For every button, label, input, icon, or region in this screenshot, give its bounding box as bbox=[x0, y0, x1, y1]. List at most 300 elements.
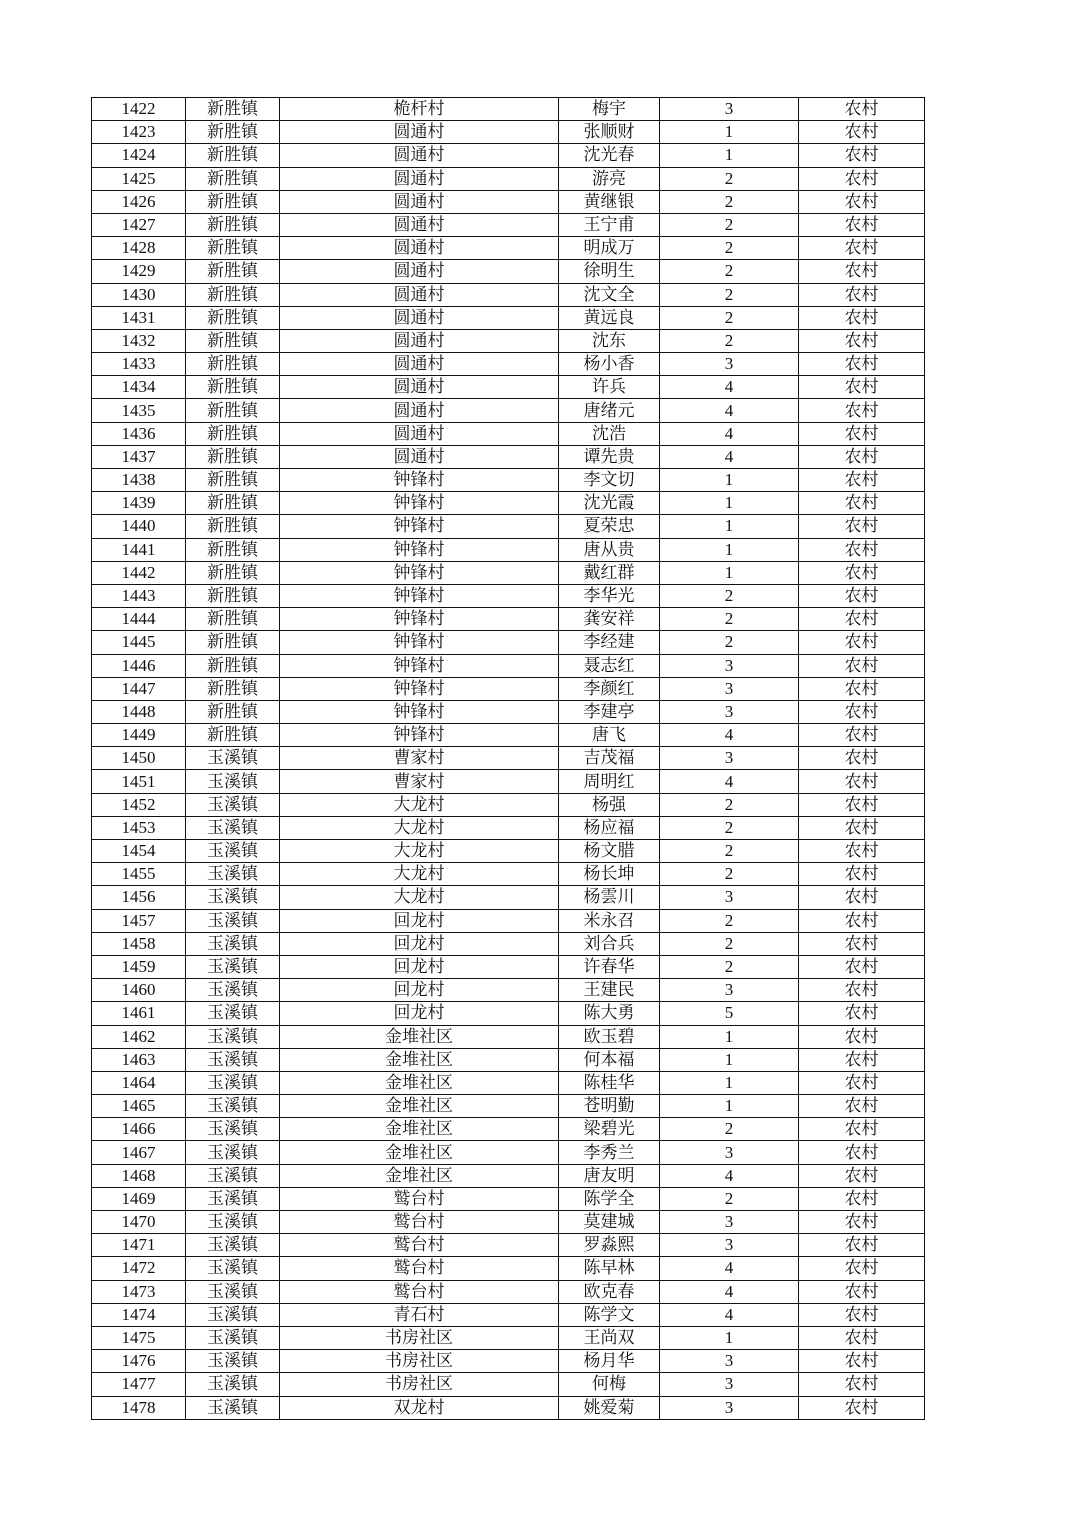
person-name-cell: 吉茂福 bbox=[559, 747, 660, 770]
village-cell: 钟锋村 bbox=[280, 561, 559, 584]
row-number-cell: 1432 bbox=[92, 329, 186, 352]
area-type-cell: 农村 bbox=[799, 1141, 925, 1164]
person-name-cell: 沈浩 bbox=[559, 422, 660, 445]
area-type-cell: 农村 bbox=[799, 399, 925, 422]
table-row bbox=[92, 886, 925, 909]
row-number-cell: 1439 bbox=[92, 492, 186, 515]
table-row bbox=[92, 1002, 925, 1025]
count-cell: 1 bbox=[660, 1071, 799, 1094]
count-cell: 3 bbox=[660, 1396, 799, 1419]
area-type-cell: 农村 bbox=[799, 1164, 925, 1187]
count-cell: 3 bbox=[660, 700, 799, 723]
row-number-cell: 1445 bbox=[92, 631, 186, 654]
village-cell: 钟锋村 bbox=[280, 654, 559, 677]
area-type-cell: 农村 bbox=[799, 445, 925, 468]
town-cell: 新胜镇 bbox=[186, 608, 280, 631]
person-name-cell: 李经建 bbox=[559, 631, 660, 654]
village-cell: 大龙村 bbox=[280, 863, 559, 886]
village-cell: 金堆社区 bbox=[280, 1095, 559, 1118]
town-cell: 玉溪镇 bbox=[186, 1280, 280, 1303]
table-row bbox=[92, 747, 925, 770]
area-type-cell: 农村 bbox=[799, 167, 925, 190]
village-cell: 圆通村 bbox=[280, 399, 559, 422]
count-cell: 2 bbox=[660, 793, 799, 816]
person-name-cell: 王尚双 bbox=[559, 1326, 660, 1349]
village-cell: 大龙村 bbox=[280, 840, 559, 863]
person-name-cell: 陈桂华 bbox=[559, 1071, 660, 1094]
table-row bbox=[92, 538, 925, 561]
person-name-cell: 李颜红 bbox=[559, 677, 660, 700]
town-cell: 玉溪镇 bbox=[186, 909, 280, 932]
area-type-cell: 农村 bbox=[799, 747, 925, 770]
village-cell: 钟锋村 bbox=[280, 724, 559, 747]
area-type-cell: 农村 bbox=[799, 1234, 925, 1257]
area-type-cell: 农村 bbox=[799, 329, 925, 352]
area-type-cell: 农村 bbox=[799, 1326, 925, 1349]
town-cell: 新胜镇 bbox=[186, 700, 280, 723]
table-row bbox=[92, 1211, 925, 1234]
village-cell: 金堆社区 bbox=[280, 1118, 559, 1141]
town-cell: 新胜镇 bbox=[186, 329, 280, 352]
village-cell: 书房社区 bbox=[280, 1350, 559, 1373]
table-row bbox=[92, 724, 925, 747]
count-cell: 2 bbox=[660, 1187, 799, 1210]
area-type-cell: 农村 bbox=[799, 700, 925, 723]
person-name-cell: 杨小香 bbox=[559, 353, 660, 376]
count-cell: 2 bbox=[660, 260, 799, 283]
row-number-cell: 1450 bbox=[92, 747, 186, 770]
area-type-cell: 农村 bbox=[799, 793, 925, 816]
table-row bbox=[92, 492, 925, 515]
row-number-cell: 1440 bbox=[92, 515, 186, 538]
row-number-cell: 1455 bbox=[92, 863, 186, 886]
town-cell: 玉溪镇 bbox=[186, 1071, 280, 1094]
row-number-cell: 1437 bbox=[92, 445, 186, 468]
row-number-cell: 1473 bbox=[92, 1280, 186, 1303]
village-cell: 回龙村 bbox=[280, 909, 559, 932]
person-name-cell: 许春华 bbox=[559, 955, 660, 978]
table-row bbox=[92, 608, 925, 631]
count-cell: 3 bbox=[660, 677, 799, 700]
table-row bbox=[92, 1164, 925, 1187]
table-row bbox=[92, 1118, 925, 1141]
table-row bbox=[92, 445, 925, 468]
village-cell: 圆通村 bbox=[280, 213, 559, 236]
count-cell: 2 bbox=[660, 863, 799, 886]
row-number-cell: 1448 bbox=[92, 700, 186, 723]
count-cell: 4 bbox=[660, 1303, 799, 1326]
person-name-cell: 罗淼熙 bbox=[559, 1234, 660, 1257]
table-row bbox=[92, 283, 925, 306]
person-name-cell: 姚爱菊 bbox=[559, 1396, 660, 1419]
area-type-cell: 农村 bbox=[799, 1071, 925, 1094]
area-type-cell: 农村 bbox=[799, 1373, 925, 1396]
area-type-cell: 农村 bbox=[799, 886, 925, 909]
town-cell: 玉溪镇 bbox=[186, 1326, 280, 1349]
person-name-cell: 陈学文 bbox=[559, 1303, 660, 1326]
town-cell: 新胜镇 bbox=[186, 213, 280, 236]
village-cell: 青石村 bbox=[280, 1303, 559, 1326]
count-cell: 3 bbox=[660, 747, 799, 770]
table-row bbox=[92, 1187, 925, 1210]
row-number-cell: 1451 bbox=[92, 770, 186, 793]
table-row bbox=[92, 144, 925, 167]
area-type-cell: 农村 bbox=[799, 677, 925, 700]
person-name-cell: 杨长坤 bbox=[559, 863, 660, 886]
row-number-cell: 1453 bbox=[92, 816, 186, 839]
row-number-cell: 1435 bbox=[92, 399, 186, 422]
person-name-cell: 何本福 bbox=[559, 1048, 660, 1071]
row-number-cell: 1423 bbox=[92, 121, 186, 144]
person-name-cell: 梁碧光 bbox=[559, 1118, 660, 1141]
town-cell: 玉溪镇 bbox=[186, 1048, 280, 1071]
table-row bbox=[92, 909, 925, 932]
table-row bbox=[92, 1071, 925, 1094]
town-cell: 玉溪镇 bbox=[186, 1187, 280, 1210]
table-row bbox=[92, 677, 925, 700]
town-cell: 玉溪镇 bbox=[186, 1373, 280, 1396]
person-name-cell: 周明红 bbox=[559, 770, 660, 793]
town-cell: 玉溪镇 bbox=[186, 932, 280, 955]
village-cell: 钟锋村 bbox=[280, 492, 559, 515]
row-number-cell: 1454 bbox=[92, 840, 186, 863]
town-cell: 新胜镇 bbox=[186, 724, 280, 747]
table-row bbox=[92, 1303, 925, 1326]
count-cell: 4 bbox=[660, 1164, 799, 1187]
row-number-cell: 1441 bbox=[92, 538, 186, 561]
village-cell: 曹家村 bbox=[280, 747, 559, 770]
area-type-cell: 农村 bbox=[799, 144, 925, 167]
row-number-cell: 1425 bbox=[92, 167, 186, 190]
area-type-cell: 农村 bbox=[799, 538, 925, 561]
town-cell: 新胜镇 bbox=[186, 376, 280, 399]
person-name-cell: 沈文全 bbox=[559, 283, 660, 306]
village-cell: 回龙村 bbox=[280, 1002, 559, 1025]
area-type-cell: 农村 bbox=[799, 469, 925, 492]
count-cell: 1 bbox=[660, 121, 799, 144]
row-number-cell: 1464 bbox=[92, 1071, 186, 1094]
row-number-cell: 1452 bbox=[92, 793, 186, 816]
row-number-cell: 1468 bbox=[92, 1164, 186, 1187]
village-cell: 钟锋村 bbox=[280, 608, 559, 631]
row-number-cell: 1471 bbox=[92, 1234, 186, 1257]
town-cell: 新胜镇 bbox=[186, 306, 280, 329]
town-cell: 玉溪镇 bbox=[186, 816, 280, 839]
town-cell: 新胜镇 bbox=[186, 422, 280, 445]
table-row bbox=[92, 306, 925, 329]
person-name-cell: 游亮 bbox=[559, 167, 660, 190]
person-name-cell: 谭先贵 bbox=[559, 445, 660, 468]
village-cell: 鹫台村 bbox=[280, 1257, 559, 1280]
person-name-cell: 陈学全 bbox=[559, 1187, 660, 1210]
count-cell: 2 bbox=[660, 167, 799, 190]
person-name-cell: 沈光霞 bbox=[559, 492, 660, 515]
person-name-cell: 沈东 bbox=[559, 329, 660, 352]
village-cell: 圆通村 bbox=[280, 306, 559, 329]
person-name-cell: 黄继银 bbox=[559, 190, 660, 213]
table-row bbox=[92, 469, 925, 492]
count-cell: 2 bbox=[660, 909, 799, 932]
town-cell: 新胜镇 bbox=[186, 561, 280, 584]
table-row bbox=[92, 121, 925, 144]
count-cell: 4 bbox=[660, 422, 799, 445]
table-row bbox=[92, 376, 925, 399]
person-name-cell: 李建亭 bbox=[559, 700, 660, 723]
table-row bbox=[92, 700, 925, 723]
count-cell: 4 bbox=[660, 1257, 799, 1280]
village-cell: 曹家村 bbox=[280, 770, 559, 793]
area-type-cell: 农村 bbox=[799, 422, 925, 445]
person-name-cell: 许兵 bbox=[559, 376, 660, 399]
person-name-cell: 唐飞 bbox=[559, 724, 660, 747]
table-row bbox=[92, 422, 925, 445]
person-name-cell: 李华光 bbox=[559, 584, 660, 607]
table-row bbox=[92, 1095, 925, 1118]
village-cell: 圆通村 bbox=[280, 144, 559, 167]
village-cell: 鹫台村 bbox=[280, 1187, 559, 1210]
area-type-cell: 农村 bbox=[799, 1025, 925, 1048]
count-cell: 1 bbox=[660, 1048, 799, 1071]
village-cell: 圆通村 bbox=[280, 190, 559, 213]
count-cell: 4 bbox=[660, 1280, 799, 1303]
area-type-cell: 农村 bbox=[799, 306, 925, 329]
count-cell: 2 bbox=[660, 840, 799, 863]
town-cell: 玉溪镇 bbox=[186, 747, 280, 770]
count-cell: 2 bbox=[660, 631, 799, 654]
area-type-cell: 农村 bbox=[799, 1211, 925, 1234]
count-cell: 3 bbox=[660, 1350, 799, 1373]
village-cell: 圆通村 bbox=[280, 283, 559, 306]
table-row bbox=[92, 1326, 925, 1349]
count-cell: 1 bbox=[660, 144, 799, 167]
person-name-cell: 米永召 bbox=[559, 909, 660, 932]
area-type-cell: 农村 bbox=[799, 260, 925, 283]
row-number-cell: 1458 bbox=[92, 932, 186, 955]
area-type-cell: 农村 bbox=[799, 1187, 925, 1210]
count-cell: 2 bbox=[660, 237, 799, 260]
area-type-cell: 农村 bbox=[799, 1002, 925, 1025]
town-cell: 新胜镇 bbox=[186, 121, 280, 144]
row-number-cell: 1431 bbox=[92, 306, 186, 329]
row-number-cell: 1422 bbox=[92, 98, 186, 121]
area-type-cell: 农村 bbox=[799, 1396, 925, 1419]
town-cell: 玉溪镇 bbox=[186, 1257, 280, 1280]
count-cell: 2 bbox=[660, 1118, 799, 1141]
table-row bbox=[92, 631, 925, 654]
person-name-cell: 王宁甫 bbox=[559, 213, 660, 236]
row-number-cell: 1465 bbox=[92, 1095, 186, 1118]
row-number-cell: 1463 bbox=[92, 1048, 186, 1071]
town-cell: 新胜镇 bbox=[186, 167, 280, 190]
count-cell: 4 bbox=[660, 399, 799, 422]
table-row bbox=[92, 399, 925, 422]
person-name-cell: 黄远良 bbox=[559, 306, 660, 329]
table-row bbox=[92, 584, 925, 607]
count-cell: 2 bbox=[660, 584, 799, 607]
village-cell: 回龙村 bbox=[280, 932, 559, 955]
table-row bbox=[92, 190, 925, 213]
village-cell: 金堆社区 bbox=[280, 1025, 559, 1048]
village-cell: 钟锋村 bbox=[280, 469, 559, 492]
town-cell: 新胜镇 bbox=[186, 283, 280, 306]
town-cell: 新胜镇 bbox=[186, 469, 280, 492]
row-number-cell: 1477 bbox=[92, 1373, 186, 1396]
town-cell: 玉溪镇 bbox=[186, 1095, 280, 1118]
village-cell: 钟锋村 bbox=[280, 584, 559, 607]
town-cell: 新胜镇 bbox=[186, 237, 280, 260]
area-type-cell: 农村 bbox=[799, 98, 925, 121]
table-row bbox=[92, 237, 925, 260]
area-type-cell: 农村 bbox=[799, 863, 925, 886]
table-row bbox=[92, 213, 925, 236]
count-cell: 2 bbox=[660, 816, 799, 839]
area-type-cell: 农村 bbox=[799, 561, 925, 584]
area-type-cell: 农村 bbox=[799, 1118, 925, 1141]
row-number-cell: 1459 bbox=[92, 955, 186, 978]
area-type-cell: 农村 bbox=[799, 1303, 925, 1326]
count-cell: 1 bbox=[660, 1095, 799, 1118]
town-cell: 玉溪镇 bbox=[186, 1164, 280, 1187]
town-cell: 新胜镇 bbox=[186, 353, 280, 376]
person-name-cell: 唐绪元 bbox=[559, 399, 660, 422]
row-number-cell: 1469 bbox=[92, 1187, 186, 1210]
village-cell: 圆通村 bbox=[280, 260, 559, 283]
area-type-cell: 农村 bbox=[799, 1280, 925, 1303]
table-body bbox=[92, 98, 925, 1420]
count-cell: 1 bbox=[660, 1025, 799, 1048]
row-number-cell: 1436 bbox=[92, 422, 186, 445]
village-cell: 金堆社区 bbox=[280, 1164, 559, 1187]
person-name-cell: 李秀兰 bbox=[559, 1141, 660, 1164]
area-type-cell: 农村 bbox=[799, 1257, 925, 1280]
town-cell: 玉溪镇 bbox=[186, 886, 280, 909]
row-number-cell: 1447 bbox=[92, 677, 186, 700]
person-name-cell: 刘合兵 bbox=[559, 932, 660, 955]
area-type-cell: 农村 bbox=[799, 1350, 925, 1373]
area-type-cell: 农村 bbox=[799, 724, 925, 747]
town-cell: 玉溪镇 bbox=[186, 1118, 280, 1141]
row-number-cell: 1466 bbox=[92, 1118, 186, 1141]
table-row bbox=[92, 98, 925, 121]
row-number-cell: 1438 bbox=[92, 469, 186, 492]
count-cell: 4 bbox=[660, 724, 799, 747]
person-name-cell: 杨应福 bbox=[559, 816, 660, 839]
town-cell: 玉溪镇 bbox=[186, 1025, 280, 1048]
person-name-cell: 张顺财 bbox=[559, 121, 660, 144]
table-row bbox=[92, 840, 925, 863]
person-name-cell: 梅宇 bbox=[559, 98, 660, 121]
person-name-cell: 唐友明 bbox=[559, 1164, 660, 1187]
count-cell: 2 bbox=[660, 608, 799, 631]
town-cell: 新胜镇 bbox=[186, 445, 280, 468]
row-number-cell: 1456 bbox=[92, 886, 186, 909]
area-type-cell: 农村 bbox=[799, 492, 925, 515]
area-type-cell: 农村 bbox=[799, 190, 925, 213]
town-cell: 新胜镇 bbox=[186, 399, 280, 422]
village-cell: 书房社区 bbox=[280, 1326, 559, 1349]
person-name-cell: 唐从贵 bbox=[559, 538, 660, 561]
table-row bbox=[92, 955, 925, 978]
row-number-cell: 1470 bbox=[92, 1211, 186, 1234]
table-row bbox=[92, 353, 925, 376]
area-type-cell: 农村 bbox=[799, 979, 925, 1002]
table-row bbox=[92, 1257, 925, 1280]
village-cell: 鹫台村 bbox=[280, 1211, 559, 1234]
row-number-cell: 1460 bbox=[92, 979, 186, 1002]
person-name-cell: 夏荣忠 bbox=[559, 515, 660, 538]
row-number-cell: 1474 bbox=[92, 1303, 186, 1326]
row-number-cell: 1462 bbox=[92, 1025, 186, 1048]
person-name-cell: 杨强 bbox=[559, 793, 660, 816]
person-name-cell: 陈早林 bbox=[559, 1257, 660, 1280]
count-cell: 2 bbox=[660, 955, 799, 978]
town-cell: 玉溪镇 bbox=[186, 955, 280, 978]
village-cell: 圆通村 bbox=[280, 329, 559, 352]
row-number-cell: 1444 bbox=[92, 608, 186, 631]
town-cell: 玉溪镇 bbox=[186, 1350, 280, 1373]
row-number-cell: 1457 bbox=[92, 909, 186, 932]
person-name-cell: 沈光春 bbox=[559, 144, 660, 167]
town-cell: 新胜镇 bbox=[186, 260, 280, 283]
count-cell: 3 bbox=[660, 1211, 799, 1234]
data-table bbox=[91, 97, 925, 1420]
row-number-cell: 1475 bbox=[92, 1326, 186, 1349]
person-name-cell: 杨雲川 bbox=[559, 886, 660, 909]
count-cell: 2 bbox=[660, 306, 799, 329]
table-row bbox=[92, 1141, 925, 1164]
town-cell: 新胜镇 bbox=[186, 190, 280, 213]
area-type-cell: 农村 bbox=[799, 840, 925, 863]
table-row bbox=[92, 167, 925, 190]
area-type-cell: 农村 bbox=[799, 353, 925, 376]
person-name-cell: 戴红群 bbox=[559, 561, 660, 584]
table-row bbox=[92, 329, 925, 352]
table-row bbox=[92, 1350, 925, 1373]
count-cell: 4 bbox=[660, 376, 799, 399]
row-number-cell: 1467 bbox=[92, 1141, 186, 1164]
count-cell: 3 bbox=[660, 98, 799, 121]
village-cell: 圆通村 bbox=[280, 353, 559, 376]
area-type-cell: 农村 bbox=[799, 909, 925, 932]
person-name-cell: 王建民 bbox=[559, 979, 660, 1002]
village-cell: 金堆社区 bbox=[280, 1071, 559, 1094]
village-cell: 鹫台村 bbox=[280, 1280, 559, 1303]
person-name-cell: 龚安祥 bbox=[559, 608, 660, 631]
count-cell: 3 bbox=[660, 353, 799, 376]
area-type-cell: 农村 bbox=[799, 213, 925, 236]
count-cell: 1 bbox=[660, 561, 799, 584]
village-cell: 圆通村 bbox=[280, 376, 559, 399]
table-row bbox=[92, 515, 925, 538]
table-row bbox=[92, 1280, 925, 1303]
village-cell: 钟锋村 bbox=[280, 515, 559, 538]
area-type-cell: 农村 bbox=[799, 121, 925, 144]
row-number-cell: 1442 bbox=[92, 561, 186, 584]
count-cell: 4 bbox=[660, 770, 799, 793]
count-cell: 3 bbox=[660, 654, 799, 677]
town-cell: 玉溪镇 bbox=[186, 1141, 280, 1164]
count-cell: 3 bbox=[660, 1141, 799, 1164]
town-cell: 玉溪镇 bbox=[186, 1396, 280, 1419]
table-row bbox=[92, 770, 925, 793]
area-type-cell: 农村 bbox=[799, 1048, 925, 1071]
table-row bbox=[92, 1234, 925, 1257]
area-type-cell: 农村 bbox=[799, 932, 925, 955]
town-cell: 玉溪镇 bbox=[186, 1002, 280, 1025]
village-cell: 书房社区 bbox=[280, 1373, 559, 1396]
area-type-cell: 农村 bbox=[799, 237, 925, 260]
row-number-cell: 1434 bbox=[92, 376, 186, 399]
